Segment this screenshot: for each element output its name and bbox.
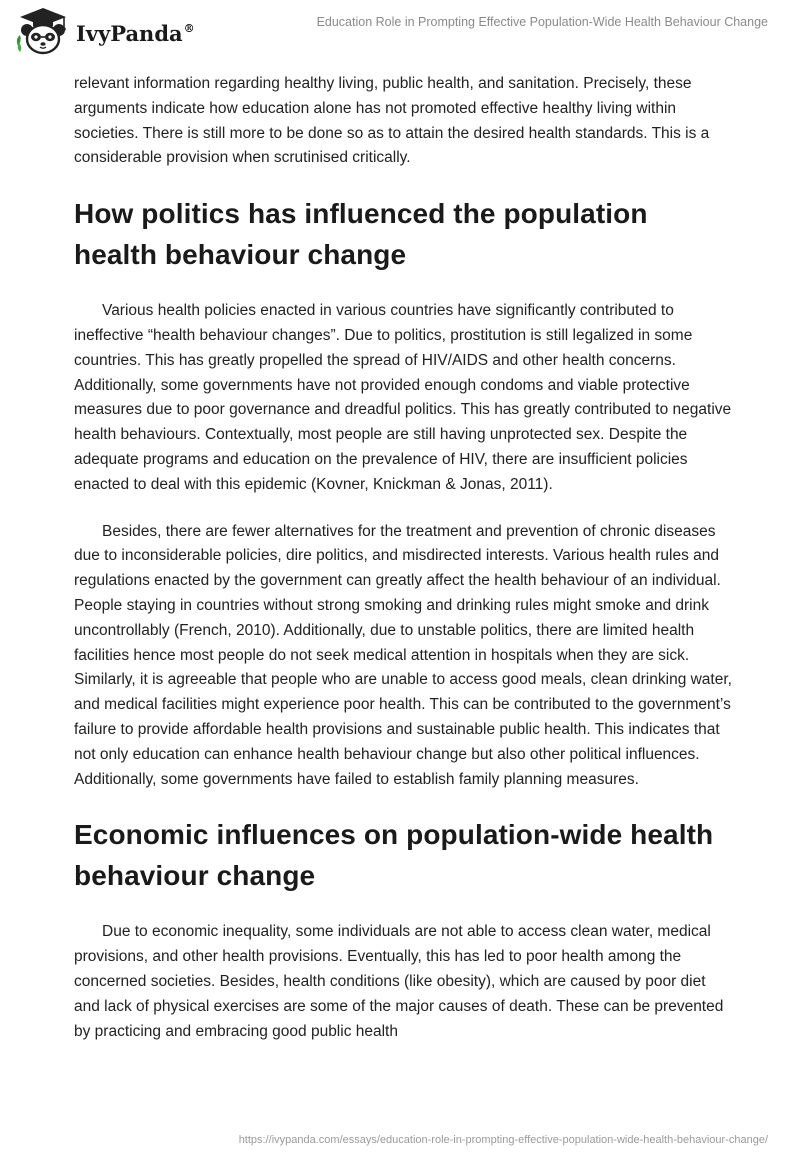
source-url[interactable]: https://ivypanda.com/essays/education-role-in-prompting-effective-population-wide-health-behaviour-change/ — [238, 1134, 768, 1146]
paragraph-politics-1: Various health policies enacted in various countries have significantly contributed to ineffective “health behaviour changes”. Due to politics, prostitution is still legalized in some countries. This has greatly propelled the spread of HIV/AIDS and other health concerns. Additionally, some governments have not provided enough condoms and viable protective measures due to poor governance and dreadful politics. This has greatly contributed to negative health behaviours. Contextually, most people are still having unprotected sex. Despite the adequate programs and education on the prevalence of HIV, there are insufficient policies enacted to deal with this epidemic (Kovner, Knickman & Jonas, 2011). — [74, 302, 732, 493]
document-title: Education Role in Prompting Effective Population-Wide Health Behaviour Change — [316, 15, 768, 29]
essay-content — [74, 72, 734, 1044]
logo[interactable] — [14, 6, 195, 56]
registered-mark: ® — [183, 21, 195, 35]
paragraph-economic-1: Due to economic inequality, some individuals are not able to access clean water, medical provisions, and other health provisions. Eventually, this has led to poor health among the concerned societies. Besides, health conditions (like obesity), which are caused by poor diet and lack of physical exercises are some of the major causes of death. These can be prevented by practicing and embracing good public health — [74, 923, 724, 1040]
page-header — [0, 0, 800, 64]
heading-economic: Economic influences on population-wide health behaviour change — [74, 819, 714, 892]
paragraph-intro: relevant information regarding healthy living, public health, and sanitation. Precisely, these arguments indicate how education alone has not promoted effective healthy living within societies. There is still more to be done so as to attain the desired health standards. This is a considerable provision when scrutinised critically. — [74, 75, 710, 167]
logo-text: IvyPanda® — [76, 20, 195, 46]
heading-politics: How politics has influenced the population health behaviour change — [74, 198, 648, 271]
paragraph-politics-2: Besides, there are fewer alternatives for the treatment and prevention of chronic diseases due to inconsiderable policies, dire politics, and misdirected interests. Various health rules and regulations enacted by the government can greatly affect the health behaviour of an individual. People staying in countries without strong smoking and drinking rules might smoke and drink uncontrollably (French, 2010). Additionally, due to unstable politics, there are limited health facilities hence most people do not seek medical attention in hospitals when they are sick. Similarly, it is agreeable that people who are unable to access good meals, clean drinking water, and medical facilities might experience poor health. This can be contributed to the government’s failure to provide affordable health provisions and sustainable public health. This indicates that not only education can enhance health behaviour change but also other political influences. Additionally, some governments have failed to establish family planning measures. — [74, 522, 732, 788]
panda-graduate-icon — [14, 6, 72, 56]
